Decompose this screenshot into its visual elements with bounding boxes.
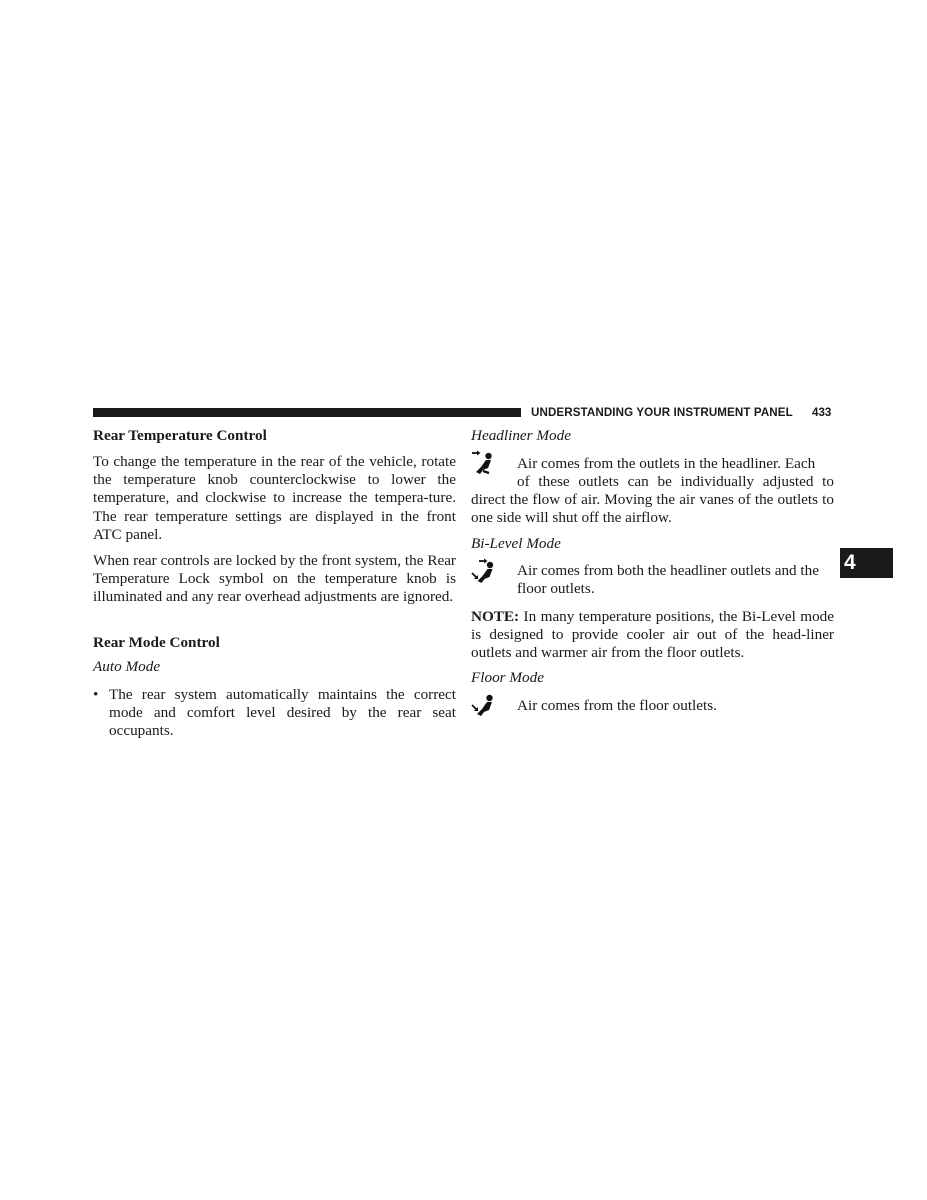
note-label: NOTE:	[471, 608, 520, 625]
floor-mode-icon	[471, 693, 497, 721]
floor-mode-text: Air comes from the floor outlets.	[517, 697, 717, 714]
rear-temperature-paragraph-1: To change the temperature in the rear of the vehicle, rotate the temperature knob counterclockwise to lower the temperature, and clockwise to increase the tempera-ture. The rear temperature settings are displayed in the front ATC panel.	[93, 453, 456, 543]
rear-temperature-paragraph-2: When rear controls are locked by the front system, the Rear Temperature Lock symbol on the temperature knob is illuminated and any rear overhead adjustments are ignored.	[93, 552, 456, 606]
auto-mode-bullet-text: The rear system automatically maintains the correct mode and comfort level desired by the rear seat occupants.	[109, 686, 456, 740]
chapter-tab: 4	[840, 548, 893, 578]
bilevel-text-line-2: floor outlets.	[517, 580, 595, 597]
bilevel-mode-subheading: Bi-Level Mode	[471, 535, 561, 552]
headliner-mode-subheading: Headliner Mode	[471, 427, 571, 444]
running-header-title: UNDERSTANDING YOUR INSTRUMENT PANEL	[531, 406, 793, 419]
bilevel-mode-icon	[471, 557, 497, 585]
headliner-text-line-1: Air comes from the outlets in the headliner. Each	[517, 455, 816, 472]
auto-mode-subheading: Auto Mode	[93, 658, 161, 675]
auto-mode-bullet	[93, 686, 456, 741]
note-text: In many temperature positions, the Bi-Level mode is designed to provide cooler air out of the head-liner outlets and warmer air from the floor outlets.	[471, 608, 834, 662]
header-rule	[93, 408, 521, 417]
page-number: 433	[812, 406, 832, 419]
rear-mode-heading: Rear Mode Control	[93, 634, 220, 651]
headliner-text-continued: direct the flow of air. Moving the air vanes of the outlets to one side will shut off the airflow.	[471, 491, 834, 527]
bilevel-text-line-1: Air comes from both the headliner outlets and the	[517, 562, 819, 579]
rear-temperature-heading: Rear Temperature Control	[93, 427, 267, 444]
headliner-text-line-2: of these outlets can be individually adjusted to	[517, 473, 834, 490]
headliner-mode-icon	[471, 449, 497, 477]
floor-mode-subheading: Floor Mode	[471, 669, 544, 686]
note-paragraph	[471, 608, 834, 663]
bullet-icon: •	[93, 686, 99, 703]
